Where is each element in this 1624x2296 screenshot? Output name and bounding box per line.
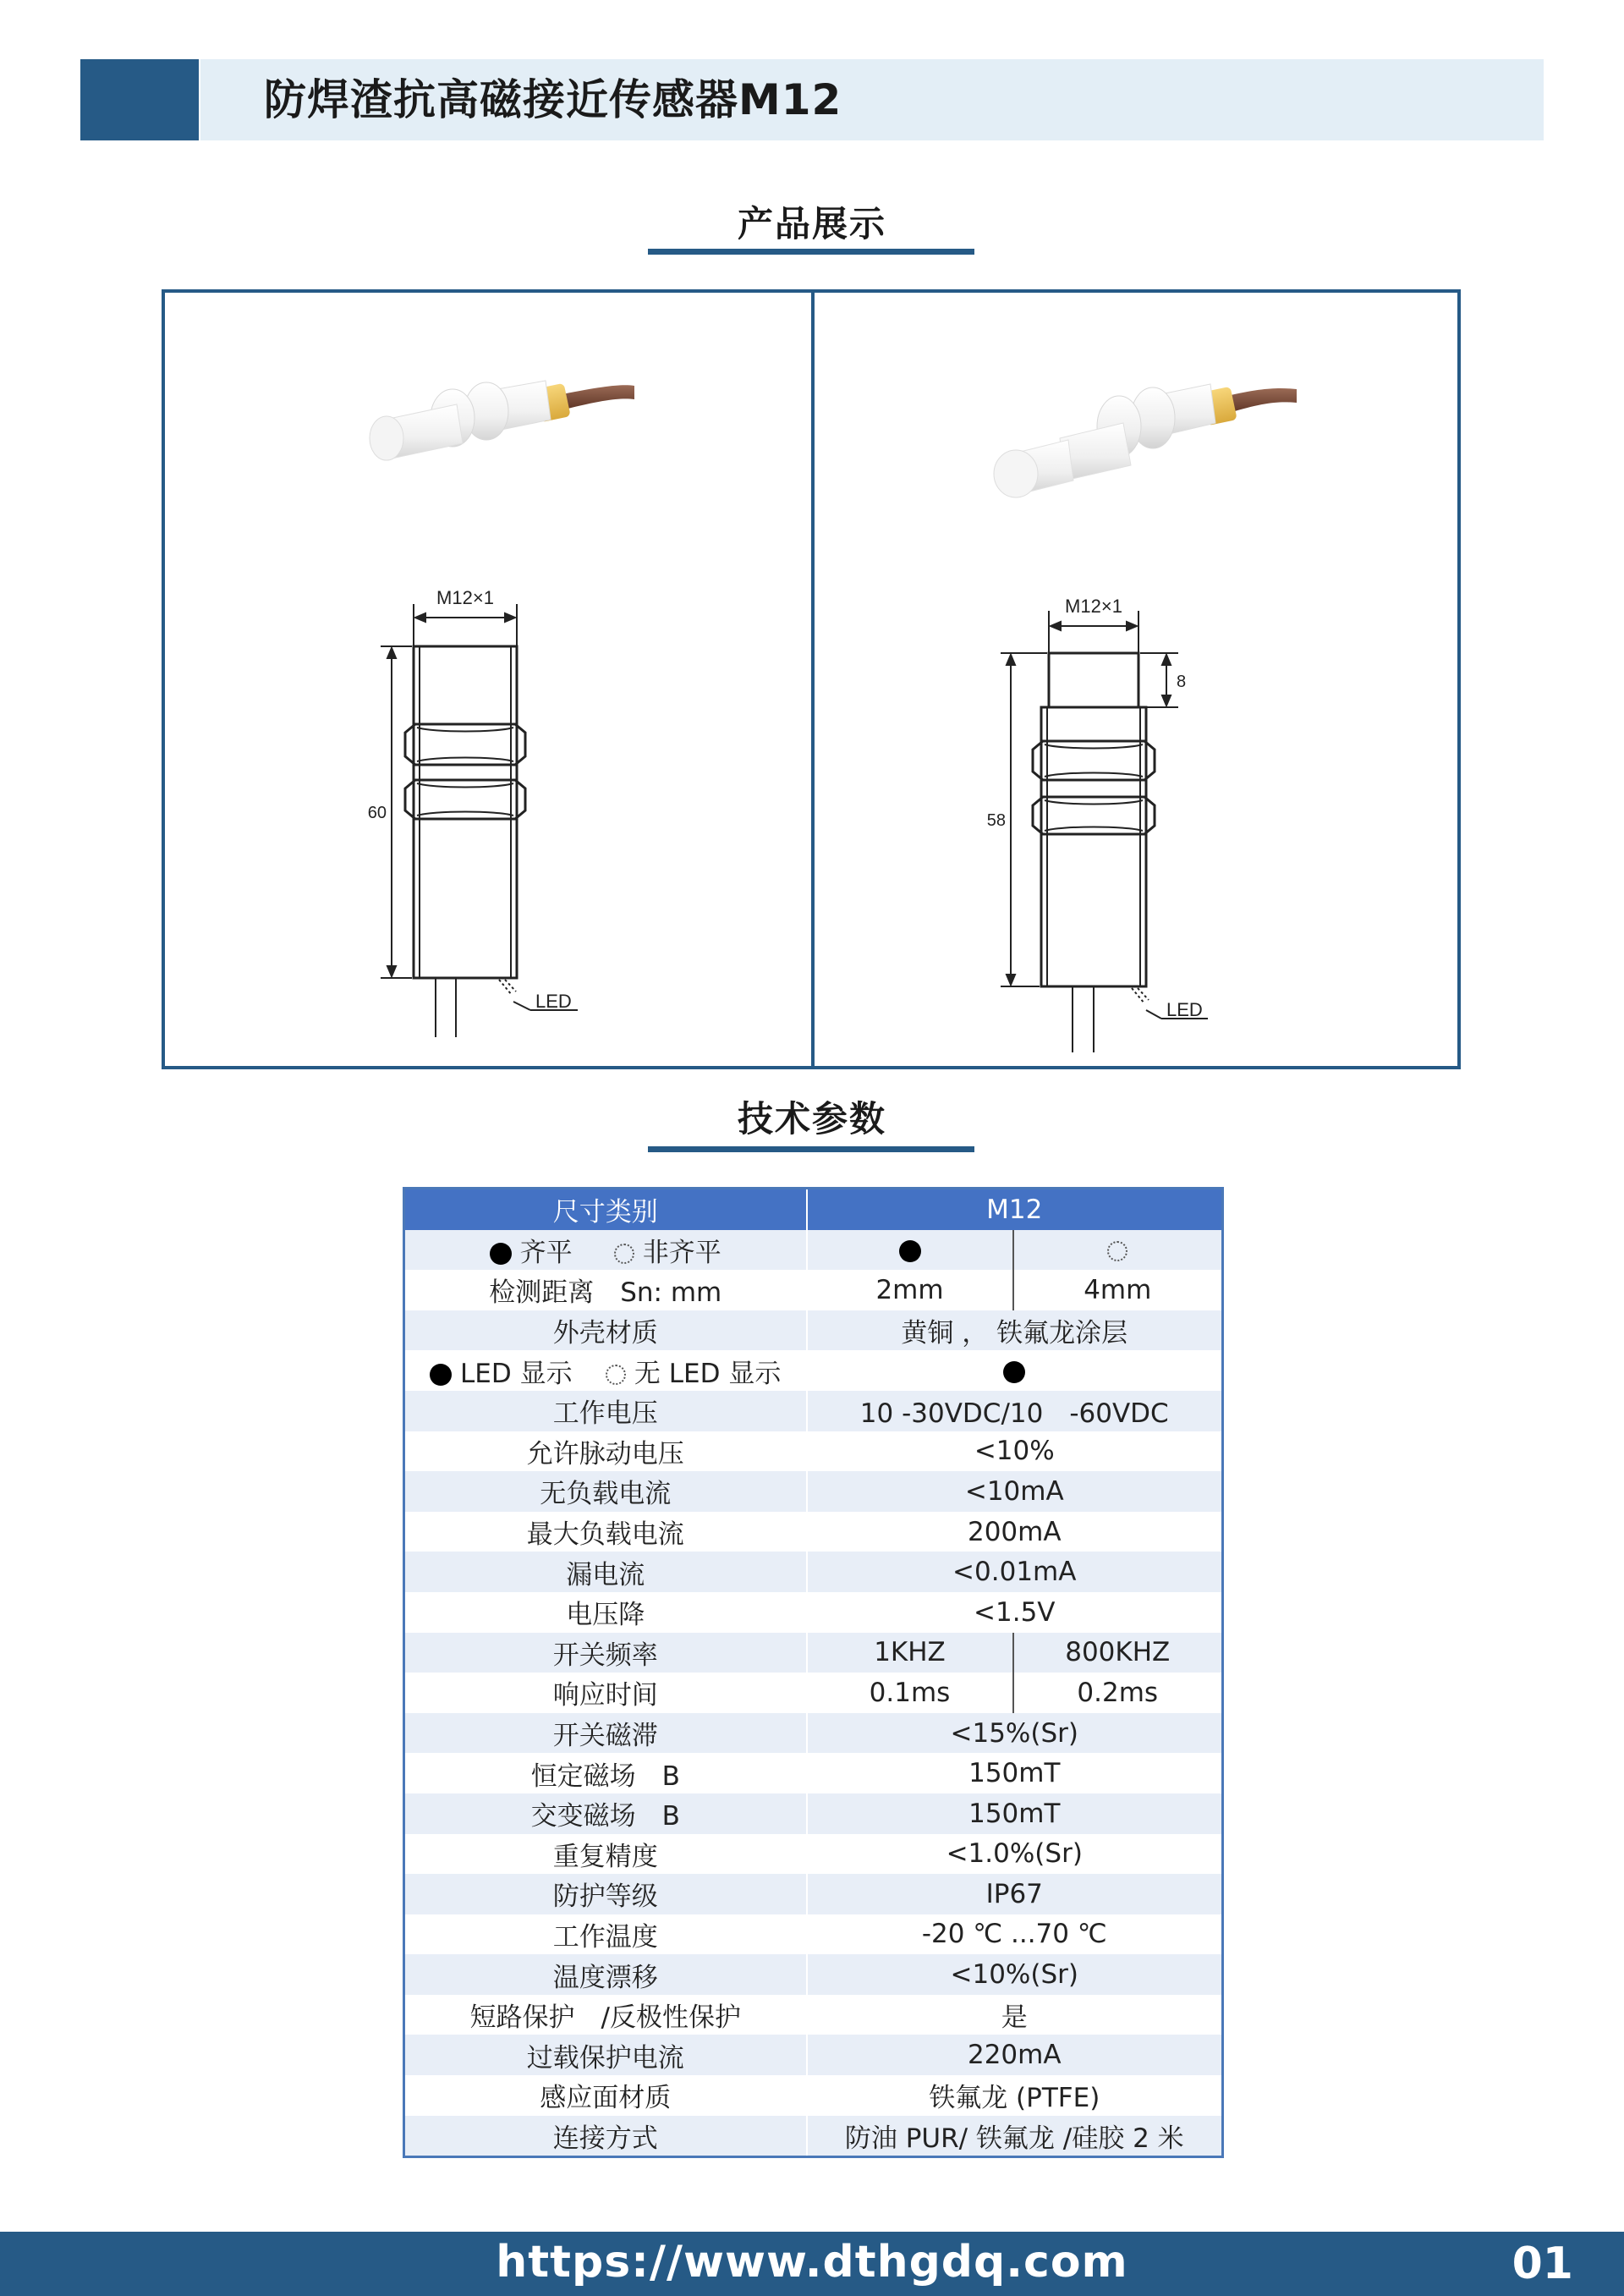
spec-value: IP67 xyxy=(807,1874,1223,1914)
led-label-flush: LED xyxy=(535,991,572,1012)
thread-label-flush: M12×1 xyxy=(436,587,494,608)
spec-label: 开关频率 xyxy=(404,1633,807,1673)
spec-value: <0.01mA xyxy=(807,1552,1223,1592)
page-number: 01 xyxy=(1512,2238,1573,2289)
spec-label: 无负载电流 xyxy=(404,1471,807,1512)
spec-value: <10% xyxy=(974,1436,1055,1467)
spec-row xyxy=(404,1552,1223,1592)
spec-value: <1.5V xyxy=(974,1596,1056,1628)
spec-value-b: 800KHZ xyxy=(1013,1633,1223,1673)
spec-value: <10%(Sr) xyxy=(807,1954,1223,1995)
spec-row xyxy=(404,1633,1223,1673)
spec-label: 工作电压 xyxy=(404,1391,807,1431)
spec-row xyxy=(404,1592,1223,1633)
spec-value: 150mT xyxy=(968,1758,1061,1789)
spec-row xyxy=(404,1954,1223,1995)
spec-row xyxy=(404,1673,1223,1713)
filled-dot-icon xyxy=(430,1364,452,1386)
spec-label: 电压降 xyxy=(404,1592,807,1633)
empty-circle-icon xyxy=(614,1244,634,1264)
thread-label-nonflush: M12×1 xyxy=(1065,596,1122,617)
spec-label: 温度漂移 xyxy=(404,1954,807,1995)
spec-value: <10mA xyxy=(807,1471,1223,1512)
spec-value: 是 xyxy=(1001,2002,1028,2034)
footer-bar xyxy=(0,2232,1624,2296)
led-legend xyxy=(404,1350,807,1391)
spec-label: 交变磁场 B xyxy=(404,1793,807,1834)
spec-label: 感应面材质 xyxy=(404,2075,807,2116)
spec-label: 允许脉动电压 xyxy=(404,1431,807,1472)
product-illustration-flush xyxy=(165,293,811,1066)
spec-value: 220mA xyxy=(807,2035,1223,2075)
section-underline xyxy=(648,249,974,255)
spec-value: <1.0%(Sr) xyxy=(946,1838,1083,1870)
spec-value-a: 2mm xyxy=(875,1274,944,1305)
length-label-nonflush: 58 xyxy=(986,811,1006,830)
spec-value-a: 0.1ms xyxy=(869,1677,951,1708)
spec-value-a: 1KHZ xyxy=(807,1633,1013,1673)
product-illustration-nonflush xyxy=(815,293,1461,1066)
spec-label: 工作温度 xyxy=(404,1914,807,1955)
spec-label: 连接方式 xyxy=(404,2116,807,2157)
spec-value: 150mT xyxy=(807,1793,1223,1834)
sensor-photo xyxy=(994,384,1297,497)
offset-label-nonflush: 8 xyxy=(1177,673,1187,691)
filled-dot-icon xyxy=(490,1243,512,1265)
empty-circle-icon xyxy=(1107,1241,1127,1261)
spec-row xyxy=(404,1270,1223,1310)
spec-value-b: 0.2ms xyxy=(1013,1673,1223,1713)
nonflush-label: 非齐平 xyxy=(642,1237,721,1268)
spec-value: 铁氟龙 (PTFE) xyxy=(929,2083,1100,2114)
spec-row xyxy=(404,1874,1223,1914)
spec-label: 重复精度 xyxy=(404,1834,807,1875)
spec-label: 漏电流 xyxy=(404,1552,807,1592)
spec-value: 200mA xyxy=(967,1516,1062,1547)
noled-label: 无 LED 显示 xyxy=(634,1358,782,1389)
spec-row xyxy=(404,1431,1223,1472)
led-value-cell xyxy=(807,1350,1223,1391)
dimension-drawing-flush xyxy=(381,604,578,1037)
section-underline xyxy=(648,1146,974,1152)
section-title-tech-params: 技术参数 xyxy=(737,1098,886,1140)
spec-header-label: 尺寸类别 xyxy=(404,1189,807,1230)
spec-row xyxy=(404,1914,1223,1955)
spec-row xyxy=(404,2035,1223,2075)
product-panel-flush xyxy=(165,293,811,1066)
product-panel-nonflush xyxy=(815,293,1461,1066)
empty-circle-icon xyxy=(606,1365,626,1385)
mounting-flush-cell xyxy=(807,1230,1013,1271)
page-title: 防焊渣抗高磁接近传感器M12 xyxy=(264,75,842,124)
led-label-nonflush: LED xyxy=(1166,999,1203,1020)
spec-value: 10 -30VDC/10 -60VDC xyxy=(807,1391,1223,1431)
spec-row xyxy=(404,1471,1223,1512)
spec-row-led xyxy=(404,1350,1223,1391)
spec-row xyxy=(404,1310,1223,1351)
led-label: LED 显示 xyxy=(460,1358,573,1389)
spec-header-value: M12 xyxy=(807,1189,1223,1230)
product-gallery xyxy=(162,289,1461,1069)
spec-header-row xyxy=(404,1189,1223,1230)
flush-label: 齐平 xyxy=(519,1237,573,1268)
spec-row xyxy=(404,1713,1223,1754)
spec-value-b: 4mm xyxy=(1013,1270,1223,1310)
filled-dot-icon xyxy=(899,1240,921,1262)
spec-row xyxy=(404,1995,1223,2035)
mounting-nonflush-cell xyxy=(1013,1230,1223,1271)
length-label-flush: 60 xyxy=(367,804,387,822)
header-accent-block xyxy=(80,59,199,140)
spec-row xyxy=(404,1512,1223,1552)
spec-label: 开关磁滞 xyxy=(404,1713,807,1754)
sensor-photo xyxy=(370,381,634,460)
section-title-product-display: 产品展示 xyxy=(737,203,886,244)
spec-label: 防护等级 xyxy=(404,1874,807,1914)
spec-label: 短路保护 /反极性保护 xyxy=(404,1995,807,2035)
spec-row xyxy=(404,1793,1223,1834)
spec-table xyxy=(403,1187,1224,2158)
spec-label: 恒定磁场 B xyxy=(404,1753,807,1793)
spec-label: 最大负载电流 xyxy=(404,1512,807,1552)
mounting-legend xyxy=(404,1230,807,1271)
spec-row xyxy=(404,1834,1223,1875)
spec-row-mounting xyxy=(404,1230,1223,1271)
spec-value: -20 ℃ ...70 ℃ xyxy=(921,1919,1107,1950)
spec-label: 过载保护电流 xyxy=(404,2035,807,2075)
spec-row xyxy=(404,1391,1223,1431)
spec-row xyxy=(404,1753,1223,1793)
spec-value: 黄铜 ， 铁氟龙涂层 xyxy=(807,1310,1223,1351)
filled-dot-icon xyxy=(1003,1361,1025,1383)
spec-label: 检测距离 Sn: mm xyxy=(404,1270,807,1310)
spec-row xyxy=(404,2116,1223,2157)
spec-label: 响应时间 xyxy=(404,1673,807,1713)
spec-label: 外壳材质 xyxy=(404,1310,807,1351)
footer-url[interactable]: https://www.dthgdq.com xyxy=(496,2237,1128,2288)
spec-value: 防油 PUR/ 铁氟龙 /硅胶 2 米 xyxy=(807,2116,1223,2157)
spec-value: <15%(Sr) xyxy=(807,1713,1223,1754)
spec-row xyxy=(404,2075,1223,2116)
